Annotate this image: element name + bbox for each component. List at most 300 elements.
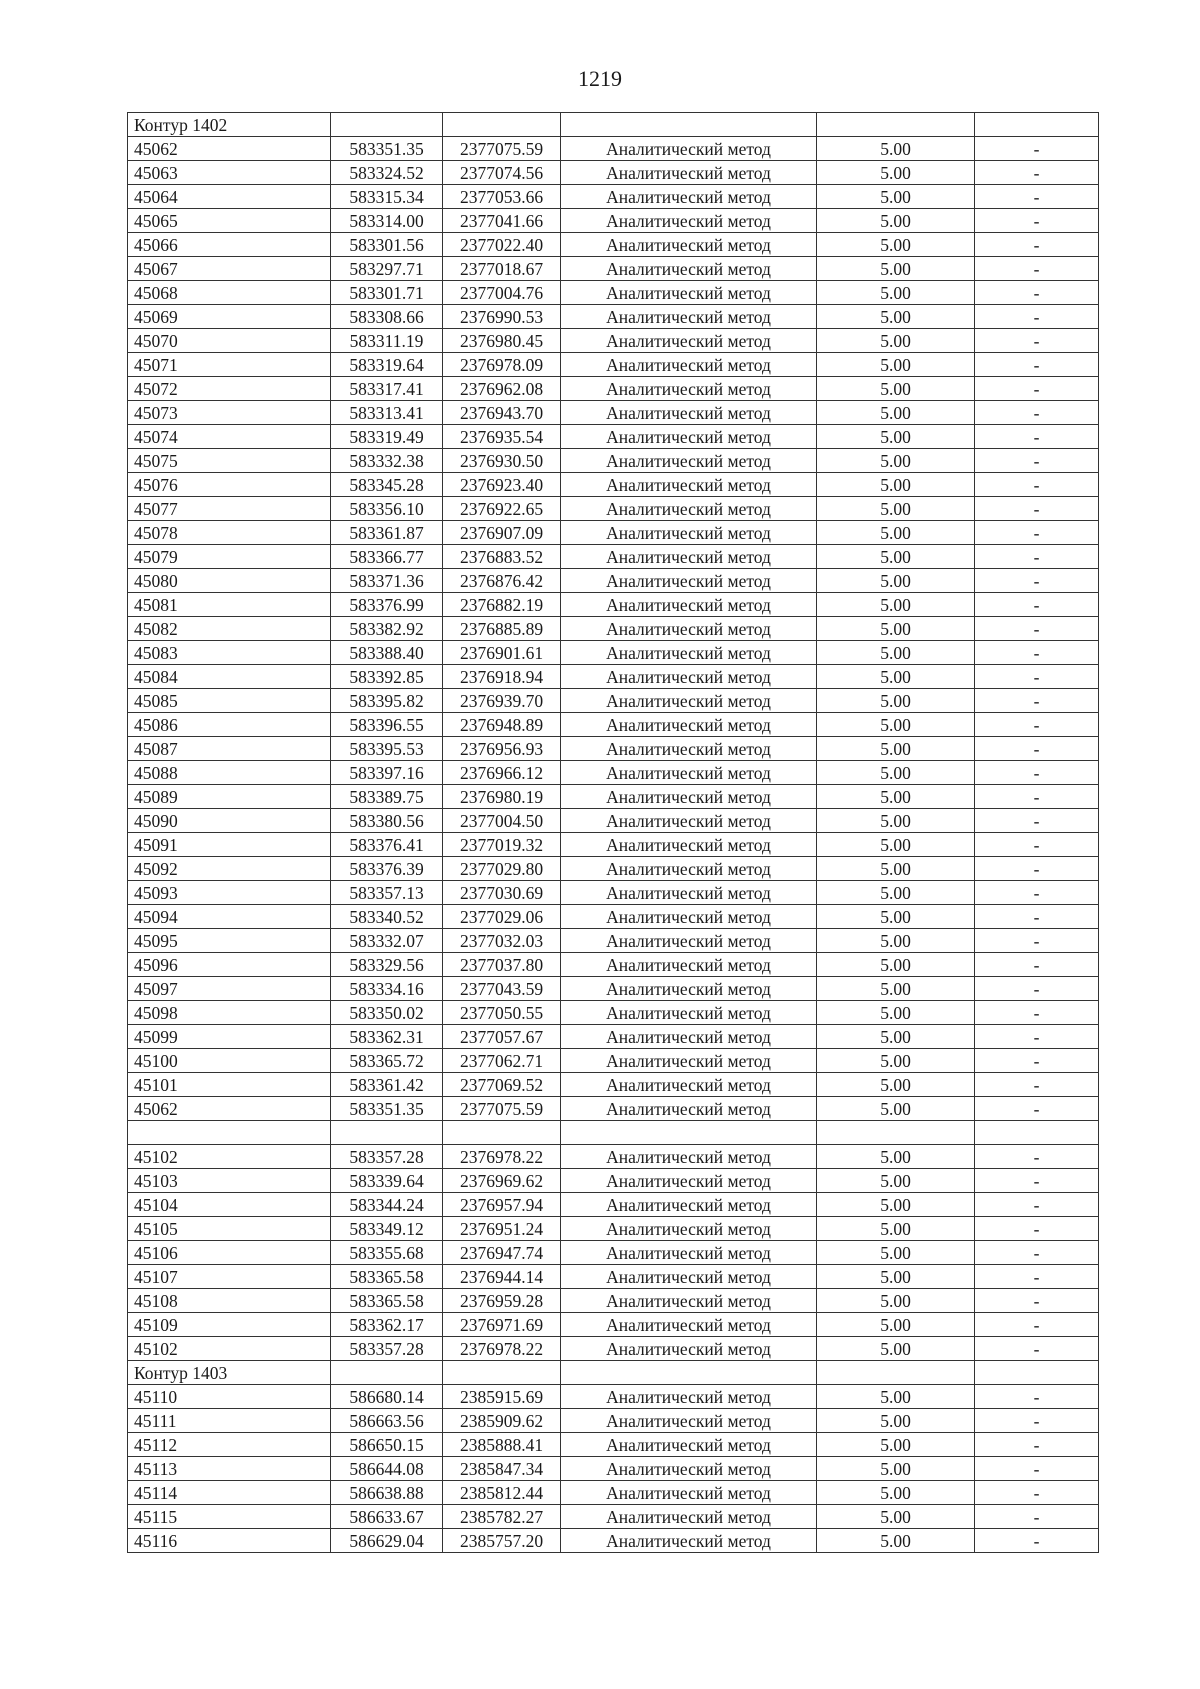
empty-cell [443, 1361, 561, 1385]
method-cell: Аналитический метод [561, 137, 817, 161]
table-row [128, 1337, 1099, 1361]
x-coordinate-cell: 586680.14 [331, 1385, 443, 1409]
point-number-cell: 45074 [128, 425, 331, 449]
point-number-cell: 45112 [128, 1433, 331, 1457]
table-row [128, 617, 1099, 641]
y-coordinate-cell: 2385847.34 [443, 1457, 561, 1481]
note-cell: - [975, 1505, 1099, 1529]
note-cell: - [975, 449, 1099, 473]
method-cell: Аналитический метод [561, 1049, 817, 1073]
method-cell: Аналитический метод [561, 449, 817, 473]
x-coordinate-cell: 583365.58 [331, 1265, 443, 1289]
accuracy-cell: 5.00 [817, 569, 975, 593]
point-number-cell: 45089 [128, 785, 331, 809]
method-cell: Аналитический метод [561, 809, 817, 833]
method-cell: Аналитический метод [561, 1097, 817, 1121]
y-coordinate-cell: 2376944.14 [443, 1265, 561, 1289]
accuracy-cell: 5.00 [817, 1097, 975, 1121]
table-row [128, 689, 1099, 713]
empty-cell [443, 1121, 561, 1145]
accuracy-cell: 5.00 [817, 689, 975, 713]
note-cell: - [975, 281, 1099, 305]
table-row [128, 377, 1099, 401]
method-cell: Аналитический метод [561, 929, 817, 953]
contour-header-row [128, 113, 1099, 137]
y-coordinate-cell: 2376978.22 [443, 1337, 561, 1361]
point-number-cell: 45073 [128, 401, 331, 425]
x-coordinate-cell: 583382.92 [331, 617, 443, 641]
y-coordinate-cell: 2376969.62 [443, 1169, 561, 1193]
y-coordinate-cell: 2376930.50 [443, 449, 561, 473]
note-cell: - [975, 905, 1099, 929]
method-cell: Аналитический метод [561, 833, 817, 857]
method-cell: Аналитический метод [561, 209, 817, 233]
x-coordinate-cell: 586629.04 [331, 1529, 443, 1553]
separator-row [128, 1121, 1099, 1145]
accuracy-cell: 5.00 [817, 881, 975, 905]
point-number-cell: 45093 [128, 881, 331, 905]
y-coordinate-cell: 2377041.66 [443, 209, 561, 233]
note-cell: - [975, 1433, 1099, 1457]
y-coordinate-cell: 2377053.66 [443, 185, 561, 209]
empty-cell [561, 113, 817, 137]
x-coordinate-cell: 583355.68 [331, 1241, 443, 1265]
x-coordinate-cell: 583365.72 [331, 1049, 443, 1073]
note-cell: - [975, 1409, 1099, 1433]
y-coordinate-cell: 2376959.28 [443, 1289, 561, 1313]
y-coordinate-cell: 2385909.62 [443, 1409, 561, 1433]
y-coordinate-cell: 2377057.67 [443, 1025, 561, 1049]
note-cell: - [975, 689, 1099, 713]
y-coordinate-cell: 2376956.93 [443, 737, 561, 761]
accuracy-cell: 5.00 [817, 473, 975, 497]
table-row [128, 1409, 1099, 1433]
y-coordinate-cell: 2377074.56 [443, 161, 561, 185]
table-row [128, 665, 1099, 689]
table-row [128, 1385, 1099, 1409]
table-row [128, 953, 1099, 977]
x-coordinate-cell: 583357.28 [331, 1145, 443, 1169]
note-cell: - [975, 641, 1099, 665]
accuracy-cell: 5.00 [817, 761, 975, 785]
table-row [128, 1001, 1099, 1025]
y-coordinate-cell: 2376962.08 [443, 377, 561, 401]
method-cell: Аналитический метод [561, 497, 817, 521]
table-row [128, 1265, 1099, 1289]
method-cell: Аналитический метод [561, 329, 817, 353]
point-number-cell: 45071 [128, 353, 331, 377]
note-cell: - [975, 185, 1099, 209]
method-cell: Аналитический метод [561, 977, 817, 1001]
point-number-cell: 45065 [128, 209, 331, 233]
x-coordinate-cell: 586663.56 [331, 1409, 443, 1433]
point-number-cell: 45084 [128, 665, 331, 689]
coordinates-table-body [128, 113, 1099, 1553]
y-coordinate-cell: 2376980.19 [443, 785, 561, 809]
point-number-cell: 45075 [128, 449, 331, 473]
point-number-cell: 45072 [128, 377, 331, 401]
x-coordinate-cell: 583345.28 [331, 473, 443, 497]
x-coordinate-cell: 583361.42 [331, 1073, 443, 1097]
point-number-cell: 45095 [128, 929, 331, 953]
method-cell: Аналитический метод [561, 1409, 817, 1433]
point-number-cell: 45114 [128, 1481, 331, 1505]
empty-cell [128, 1121, 331, 1145]
x-coordinate-cell: 583313.41 [331, 401, 443, 425]
accuracy-cell: 5.00 [817, 1001, 975, 1025]
point-number-cell: 45066 [128, 233, 331, 257]
empty-cell [331, 113, 443, 137]
table-row [128, 857, 1099, 881]
note-cell: - [975, 521, 1099, 545]
method-cell: Аналитический метод [561, 233, 817, 257]
note-cell: - [975, 1025, 1099, 1049]
y-coordinate-cell: 2376951.24 [443, 1217, 561, 1241]
method-cell: Аналитический метод [561, 1481, 817, 1505]
note-cell: - [975, 1097, 1099, 1121]
y-coordinate-cell: 2377043.59 [443, 977, 561, 1001]
y-coordinate-cell: 2376971.69 [443, 1313, 561, 1337]
point-number-cell: 45100 [128, 1049, 331, 1073]
y-coordinate-cell: 2376978.09 [443, 353, 561, 377]
note-cell: - [975, 593, 1099, 617]
note-cell: - [975, 953, 1099, 977]
y-coordinate-cell: 2385915.69 [443, 1385, 561, 1409]
y-coordinate-cell: 2376939.70 [443, 689, 561, 713]
point-number-cell: 45069 [128, 305, 331, 329]
empty-cell [561, 1121, 817, 1145]
table-row [128, 833, 1099, 857]
y-coordinate-cell: 2376922.65 [443, 497, 561, 521]
note-cell: - [975, 497, 1099, 521]
point-number-cell: 45082 [128, 617, 331, 641]
accuracy-cell: 5.00 [817, 1337, 975, 1361]
y-coordinate-cell: 2376918.94 [443, 665, 561, 689]
accuracy-cell: 5.00 [817, 1433, 975, 1457]
accuracy-cell: 5.00 [817, 1049, 975, 1073]
point-number-cell: 45096 [128, 953, 331, 977]
accuracy-cell: 5.00 [817, 1385, 975, 1409]
point-number-cell: 45108 [128, 1289, 331, 1313]
y-coordinate-cell: 2377069.52 [443, 1073, 561, 1097]
table-row [128, 329, 1099, 353]
note-cell: - [975, 1169, 1099, 1193]
method-cell: Аналитический метод [561, 569, 817, 593]
note-cell: - [975, 473, 1099, 497]
table-row [128, 305, 1099, 329]
accuracy-cell: 5.00 [817, 785, 975, 809]
y-coordinate-cell: 2376980.45 [443, 329, 561, 353]
table-row [128, 257, 1099, 281]
method-cell: Аналитический метод [561, 1337, 817, 1361]
table-row [128, 1505, 1099, 1529]
table-row [128, 641, 1099, 665]
contour-header-row [128, 1361, 1099, 1385]
note-cell: - [975, 833, 1099, 857]
accuracy-cell: 5.00 [817, 737, 975, 761]
method-cell: Аналитический метод [561, 545, 817, 569]
method-cell: Аналитический метод [561, 1169, 817, 1193]
x-coordinate-cell: 583308.66 [331, 305, 443, 329]
table-row [128, 497, 1099, 521]
x-coordinate-cell: 583311.19 [331, 329, 443, 353]
accuracy-cell: 5.00 [817, 257, 975, 281]
table-row [128, 137, 1099, 161]
table-row [128, 545, 1099, 569]
x-coordinate-cell: 583315.34 [331, 185, 443, 209]
y-coordinate-cell: 2376935.54 [443, 425, 561, 449]
table-row [128, 929, 1099, 953]
page-number: 1219 [578, 66, 622, 91]
accuracy-cell: 5.00 [817, 1505, 975, 1529]
x-coordinate-cell: 583362.17 [331, 1313, 443, 1337]
point-number-cell: 45107 [128, 1265, 331, 1289]
table-row [128, 1457, 1099, 1481]
point-number-cell: 45098 [128, 1001, 331, 1025]
accuracy-cell: 5.00 [817, 401, 975, 425]
y-coordinate-cell: 2376882.19 [443, 593, 561, 617]
x-coordinate-cell: 583380.56 [331, 809, 443, 833]
x-coordinate-cell: 586638.88 [331, 1481, 443, 1505]
point-number-cell: 45097 [128, 977, 331, 1001]
accuracy-cell: 5.00 [817, 641, 975, 665]
x-coordinate-cell: 586633.67 [331, 1505, 443, 1529]
empty-cell [975, 1361, 1099, 1385]
note-cell: - [975, 929, 1099, 953]
x-coordinate-cell: 583339.64 [331, 1169, 443, 1193]
y-coordinate-cell: 2376923.40 [443, 473, 561, 497]
table-row [128, 353, 1099, 377]
table-row [128, 1193, 1099, 1217]
point-number-cell: 45088 [128, 761, 331, 785]
coordinates-table [127, 112, 1099, 1553]
table-row [128, 473, 1099, 497]
method-cell: Аналитический метод [561, 353, 817, 377]
accuracy-cell: 5.00 [817, 1169, 975, 1193]
x-coordinate-cell: 583376.99 [331, 593, 443, 617]
method-cell: Аналитический метод [561, 1505, 817, 1529]
empty-cell [817, 113, 975, 137]
method-cell: Аналитический метод [561, 761, 817, 785]
x-coordinate-cell: 583388.40 [331, 641, 443, 665]
x-coordinate-cell: 583366.77 [331, 545, 443, 569]
table-row [128, 1481, 1099, 1505]
method-cell: Аналитический метод [561, 1193, 817, 1217]
y-coordinate-cell: 2377018.67 [443, 257, 561, 281]
method-cell: Аналитический метод [561, 1313, 817, 1337]
method-cell: Аналитический метод [561, 1217, 817, 1241]
note-cell: - [975, 377, 1099, 401]
table-row [128, 737, 1099, 761]
y-coordinate-cell: 2377032.03 [443, 929, 561, 953]
x-coordinate-cell: 583332.38 [331, 449, 443, 473]
empty-cell [817, 1121, 975, 1145]
accuracy-cell: 5.00 [817, 617, 975, 641]
note-cell: - [975, 425, 1099, 449]
y-coordinate-cell: 2376885.89 [443, 617, 561, 641]
point-number-cell: 45092 [128, 857, 331, 881]
note-cell: - [975, 785, 1099, 809]
point-number-cell: 45109 [128, 1313, 331, 1337]
x-coordinate-cell: 583340.52 [331, 905, 443, 929]
empty-cell [975, 113, 1099, 137]
accuracy-cell: 5.00 [817, 545, 975, 569]
empty-cell [443, 113, 561, 137]
point-number-cell: 45078 [128, 521, 331, 545]
x-coordinate-cell: 583319.49 [331, 425, 443, 449]
accuracy-cell: 5.00 [817, 281, 975, 305]
note-cell: - [975, 1241, 1099, 1265]
note-cell: - [975, 161, 1099, 185]
accuracy-cell: 5.00 [817, 1289, 975, 1313]
note-cell: - [975, 1313, 1099, 1337]
table-row [128, 1049, 1099, 1073]
table-row [128, 281, 1099, 305]
x-coordinate-cell: 583319.64 [331, 353, 443, 377]
table-row [128, 881, 1099, 905]
accuracy-cell: 5.00 [817, 1313, 975, 1337]
method-cell: Аналитический метод [561, 377, 817, 401]
point-number-cell: 45064 [128, 185, 331, 209]
method-cell: Аналитический метод [561, 1025, 817, 1049]
point-number-cell: 45083 [128, 641, 331, 665]
table-row [128, 185, 1099, 209]
y-coordinate-cell: 2376876.42 [443, 569, 561, 593]
y-coordinate-cell: 2377004.76 [443, 281, 561, 305]
y-coordinate-cell: 2385782.27 [443, 1505, 561, 1529]
note-cell: - [975, 1001, 1099, 1025]
x-coordinate-cell: 583349.12 [331, 1217, 443, 1241]
point-number-cell: 45070 [128, 329, 331, 353]
y-coordinate-cell: 2385888.41 [443, 1433, 561, 1457]
accuracy-cell: 5.00 [817, 1529, 975, 1553]
method-cell: Аналитический метод [561, 281, 817, 305]
point-number-cell: 45115 [128, 1505, 331, 1529]
table-row [128, 761, 1099, 785]
note-cell: - [975, 257, 1099, 281]
note-cell: - [975, 1337, 1099, 1361]
x-coordinate-cell: 583371.36 [331, 569, 443, 593]
accuracy-cell: 5.00 [817, 1481, 975, 1505]
x-coordinate-cell: 583395.82 [331, 689, 443, 713]
contour-label: Контур 1402 [128, 113, 331, 137]
accuracy-cell: 5.00 [817, 1073, 975, 1097]
point-number-cell: 45094 [128, 905, 331, 929]
method-cell: Аналитический метод [561, 1289, 817, 1313]
table-row [128, 233, 1099, 257]
note-cell: - [975, 857, 1099, 881]
table-row [128, 1145, 1099, 1169]
table-row [128, 1529, 1099, 1553]
accuracy-cell: 5.00 [817, 329, 975, 353]
x-coordinate-cell: 583314.00 [331, 209, 443, 233]
accuracy-cell: 5.00 [817, 185, 975, 209]
table-row [128, 593, 1099, 617]
method-cell: Аналитический метод [561, 305, 817, 329]
method-cell: Аналитический метод [561, 689, 817, 713]
x-coordinate-cell: 586650.15 [331, 1433, 443, 1457]
method-cell: Аналитический метод [561, 881, 817, 905]
point-number-cell: 45087 [128, 737, 331, 761]
point-number-cell: 45063 [128, 161, 331, 185]
accuracy-cell: 5.00 [817, 1265, 975, 1289]
point-number-cell: 45091 [128, 833, 331, 857]
x-coordinate-cell: 583297.71 [331, 257, 443, 281]
method-cell: Аналитический метод [561, 1001, 817, 1025]
note-cell: - [975, 809, 1099, 833]
empty-cell [817, 1361, 975, 1385]
accuracy-cell: 5.00 [817, 497, 975, 521]
accuracy-cell: 5.00 [817, 425, 975, 449]
note-cell: - [975, 401, 1099, 425]
y-coordinate-cell: 2377029.06 [443, 905, 561, 929]
note-cell: - [975, 617, 1099, 641]
method-cell: Аналитический метод [561, 1145, 817, 1169]
method-cell: Аналитический метод [561, 857, 817, 881]
table-row [128, 425, 1099, 449]
point-number-cell: 45079 [128, 545, 331, 569]
table-row [128, 1169, 1099, 1193]
accuracy-cell: 5.00 [817, 929, 975, 953]
point-number-cell: 45068 [128, 281, 331, 305]
method-cell: Аналитический метод [561, 1073, 817, 1097]
x-coordinate-cell: 583389.75 [331, 785, 443, 809]
accuracy-cell: 5.00 [817, 833, 975, 857]
method-cell: Аналитический метод [561, 473, 817, 497]
table-row [128, 1025, 1099, 1049]
method-cell: Аналитический метод [561, 713, 817, 737]
method-cell: Аналитический метод [561, 1433, 817, 1457]
method-cell: Аналитический метод [561, 905, 817, 929]
x-coordinate-cell: 583351.35 [331, 137, 443, 161]
table-row [128, 1289, 1099, 1313]
x-coordinate-cell: 583365.58 [331, 1289, 443, 1313]
x-coordinate-cell: 586644.08 [331, 1457, 443, 1481]
note-cell: - [975, 1529, 1099, 1553]
method-cell: Аналитический метод [561, 953, 817, 977]
method-cell: Аналитический метод [561, 1457, 817, 1481]
accuracy-cell: 5.00 [817, 809, 975, 833]
x-coordinate-cell: 583357.28 [331, 1337, 443, 1361]
note-cell: - [975, 209, 1099, 233]
y-coordinate-cell: 2377050.55 [443, 1001, 561, 1025]
table-row [128, 809, 1099, 833]
point-number-cell: 45077 [128, 497, 331, 521]
method-cell: Аналитический метод [561, 425, 817, 449]
note-cell: - [975, 305, 1099, 329]
y-coordinate-cell: 2385812.44 [443, 1481, 561, 1505]
note-cell: - [975, 881, 1099, 905]
note-cell: - [975, 545, 1099, 569]
point-number-cell: 45067 [128, 257, 331, 281]
empty-cell [331, 1121, 443, 1145]
accuracy-cell: 5.00 [817, 1409, 975, 1433]
table-row [128, 569, 1099, 593]
point-number-cell: 45106 [128, 1241, 331, 1265]
y-coordinate-cell: 2377022.40 [443, 233, 561, 257]
table-row [128, 1313, 1099, 1337]
note-cell: - [975, 1217, 1099, 1241]
x-coordinate-cell: 583392.85 [331, 665, 443, 689]
method-cell: Аналитический метод [561, 593, 817, 617]
y-coordinate-cell: 2376978.22 [443, 1145, 561, 1169]
x-coordinate-cell: 583344.24 [331, 1193, 443, 1217]
y-coordinate-cell: 2376907.09 [443, 521, 561, 545]
accuracy-cell: 5.00 [817, 857, 975, 881]
method-cell: Аналитический метод [561, 185, 817, 209]
y-coordinate-cell: 2377029.80 [443, 857, 561, 881]
method-cell: Аналитический метод [561, 1265, 817, 1289]
